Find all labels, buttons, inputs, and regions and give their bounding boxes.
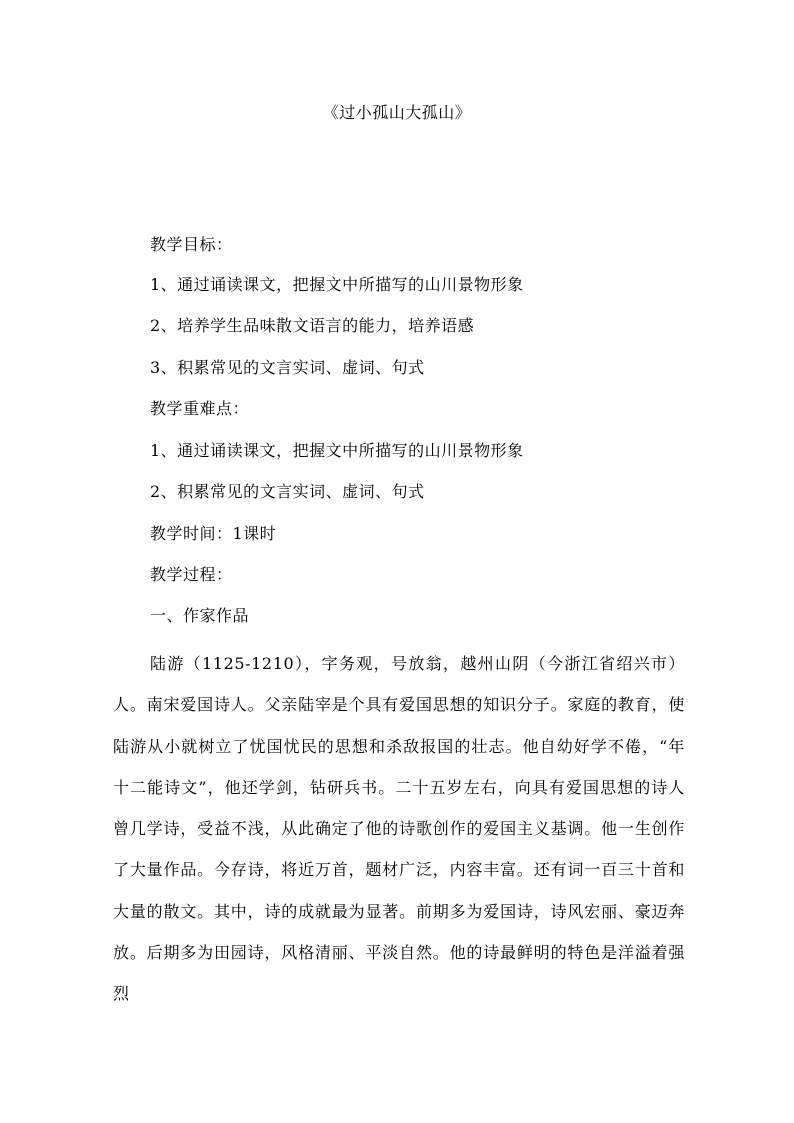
objective-item-1: 1、通过诵读课文，把握文中所描写的山川景物形象 — [150, 275, 524, 294]
document-title: 《过小孤山大孤山》 — [322, 103, 472, 122]
section-heading-process: 教学过程： — [150, 565, 233, 584]
section-heading-objectives: 教学目标： — [150, 235, 233, 254]
objective-item-3: 3、积累常见的文言实词、虚词、句式 — [150, 358, 425, 377]
key-point-item-2: 2、积累常见的文言实词、虚词、句式 — [150, 482, 425, 501]
objective-item-2: 2、培养学生品味散文语言的能力，培养语感 — [150, 316, 475, 335]
teaching-time: 教学时间：1课时 — [150, 524, 277, 543]
key-point-item-1: 1、通过诵读课文，把握文中所描写的山川景物形象 — [150, 441, 524, 460]
author-paragraph: 陆游（1125-1210），字务观，号放翁，越州山阴（今浙江省绍兴市）人。南宋爱国诗人。父亲陆宰是个具有爱国思想的知识分子。家庭的教育，使陆游从小就树立了忧国忧民的思想和杀敌报国的壮志。他自幼好学不倦，“年十二能诗文”，他还学剑，钻研兵书。二十五岁左右，向具有爱国思想的诗人曾几学诗，受益不浅，从此确定了他的诗歌创作的爱国主义基调。他一生创作了大量作品。今存诗，将近万首，题材广泛，内容丰富。还有词一百三十首和大量的散文。其中，诗的成就最为显著。前期多为爱国诗，诗风宏丽、豪迈奔放。后期多为田园诗，风格清丽、平淡自然。他的诗最鲜明的特色是洋溢着强烈 — [113, 654, 685, 1004]
subsection-heading-author: 一、作家作品 — [150, 606, 250, 625]
section-heading-key-points: 教学重难点： — [150, 399, 250, 418]
